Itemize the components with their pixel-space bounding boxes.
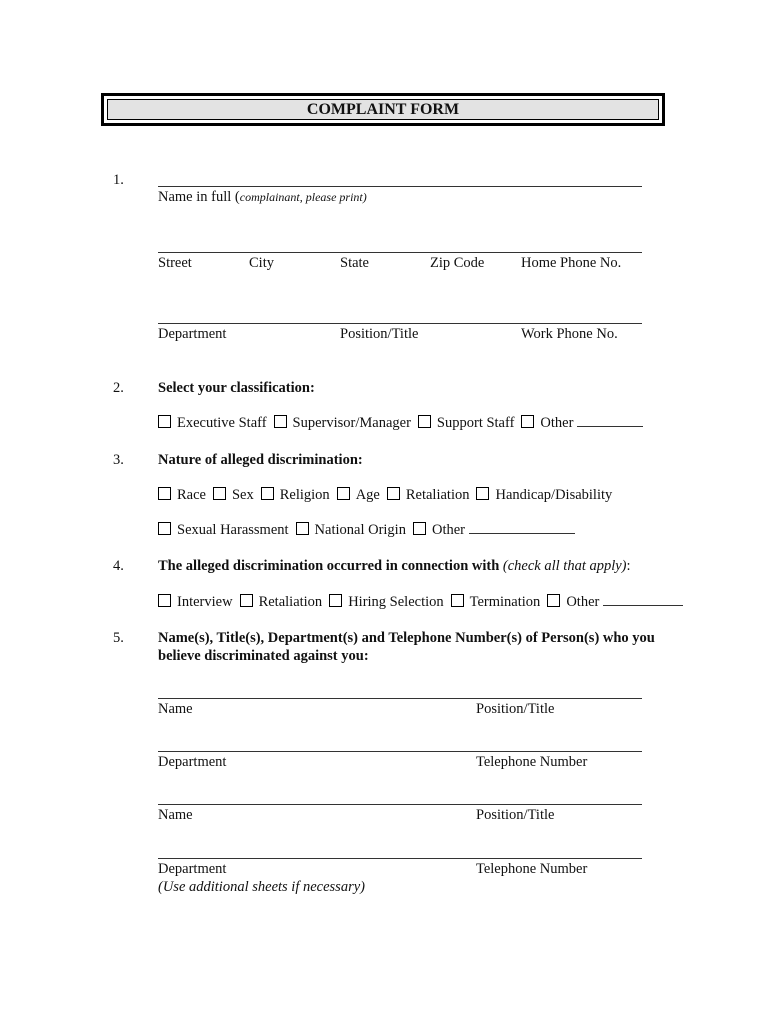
option-other-connection[interactable] [547,594,683,611]
checkbox-termination[interactable] [451,594,464,607]
option-label: Religion [279,487,330,503]
city-label: City [249,255,274,271]
state-label: State [340,255,369,271]
option-label: Support Staff [436,415,515,431]
option-age[interactable] [337,487,380,504]
option-termination[interactable] [451,594,541,611]
person-1-department-label: Department [158,754,227,770]
name-label-text: Name in full ( [158,189,240,205]
checkbox-supervisor-manager[interactable] [274,415,287,428]
section-4-heading-note: (check all that apply) [502,558,627,574]
section-5-number: 5. [113,630,124,646]
option-sex[interactable] [213,487,254,504]
option-handicap-disability[interactable] [476,487,612,504]
option-label: Other [540,415,574,431]
option-label: Race [177,487,206,503]
checkbox-executive-staff[interactable] [158,415,171,428]
section-3-number: 3. [113,452,124,468]
option-support-staff[interactable] [418,415,514,432]
checkbox-sexual-harassment[interactable] [158,522,171,535]
work-line[interactable] [158,323,642,324]
section-4-number: 4. [113,558,124,574]
checkbox-connection-retaliation[interactable] [240,594,253,607]
option-label: Handicap/Disability [495,487,613,503]
option-hiring-selection[interactable] [329,594,443,611]
person-2-phone-label: Telephone Number [476,861,588,877]
option-label: Hiring Selection [348,594,444,610]
person-2-department-line[interactable] [158,858,642,859]
footnote: (Use additional sheets if necessary) [158,879,365,895]
option-other-discrimination[interactable] [413,522,575,539]
person-2-name-label: Name [158,807,193,823]
section-1-number: 1. [113,172,124,188]
option-label: Termination [469,594,541,610]
checkbox-handicap-disability[interactable] [476,487,489,500]
section-4-heading-text: The alleged discrimination occurred in connection with [158,558,500,574]
form-title: COMPLAINT FORM [107,99,659,120]
section-2-heading: Select your classification: [158,380,315,396]
form-title-box [101,93,665,126]
option-other-classification[interactable] [521,415,643,432]
option-national-origin[interactable] [296,522,406,539]
option-connection-retaliation[interactable] [240,594,323,611]
person-1-position-label: Position/Title [476,701,555,717]
name-label [158,189,367,206]
classification-options [158,415,650,432]
connection-options [158,594,690,611]
option-race[interactable] [158,487,206,504]
checkbox-age[interactable] [337,487,350,500]
street-label: Street [158,255,192,271]
zip-label: Zip Code [430,255,485,271]
checkbox-national-origin[interactable] [296,522,309,535]
checkbox-race[interactable] [158,487,171,500]
home-phone-label: Home Phone No. [521,255,622,271]
option-label: Retaliation [258,594,323,610]
option-executive-staff[interactable] [158,415,267,432]
checkbox-support-staff[interactable] [418,415,431,428]
option-label: National Origin [314,522,406,538]
checkbox-hiring-selection[interactable] [329,594,342,607]
option-label: Age [355,487,380,503]
other-discrimination-blank[interactable] [469,522,575,534]
section-5-heading-line-1: Name(s), Title(s), Department(s) and Telephone Number(s) of Person(s) who you [158,630,655,646]
checkbox-other-discrimination[interactable] [413,522,426,535]
work-phone-label: Work Phone No. [521,326,618,342]
option-religion[interactable] [261,487,330,504]
option-label: Supervisor/Manager [292,415,411,431]
section-3-heading: Nature of alleged discrimination: [158,452,363,468]
other-connection-blank[interactable] [603,594,683,606]
option-label: Executive Staff [177,415,267,431]
name-line[interactable] [158,186,642,187]
person-1-department-line[interactable] [158,751,642,752]
checkbox-other-classification[interactable] [521,415,534,428]
person-1-phone-label: Telephone Number [476,754,588,770]
address-line[interactable] [158,252,642,253]
section-4-heading-end: : [626,558,631,574]
option-label: Other [431,522,465,538]
checkbox-sex[interactable] [213,487,226,500]
person-1-name-label: Name [158,701,193,717]
checkbox-retaliation[interactable] [387,487,400,500]
option-supervisor-manager[interactable] [274,415,411,432]
option-label: Interview [177,594,233,610]
option-interview[interactable] [158,594,233,611]
other-classification-blank[interactable] [577,415,643,427]
person-1-name-line[interactable] [158,698,642,699]
name-label-note: complainant, please print) [239,190,367,204]
discrimination-options-row-1 [158,487,619,504]
position-title-label: Position/Title [340,326,419,342]
department-label: Department [158,326,227,342]
option-label: Retaliation [405,487,470,503]
option-label: Sex [231,487,254,503]
section-2-number: 2. [113,380,124,396]
option-label: Other [566,594,600,610]
section-4-heading [158,558,631,575]
person-2-name-line[interactable] [158,804,642,805]
section-5-heading-line-2: believe discriminated against you: [158,648,369,664]
checkbox-religion[interactable] [261,487,274,500]
person-2-department-label: Department [158,861,227,877]
checkbox-interview[interactable] [158,594,171,607]
discrimination-options-row-2 [158,522,582,539]
option-retaliation[interactable] [387,487,470,504]
checkbox-other-connection[interactable] [547,594,560,607]
option-sexual-harassment[interactable] [158,522,289,539]
option-label: Sexual Harassment [177,522,289,538]
person-2-position-label: Position/Title [476,807,555,823]
